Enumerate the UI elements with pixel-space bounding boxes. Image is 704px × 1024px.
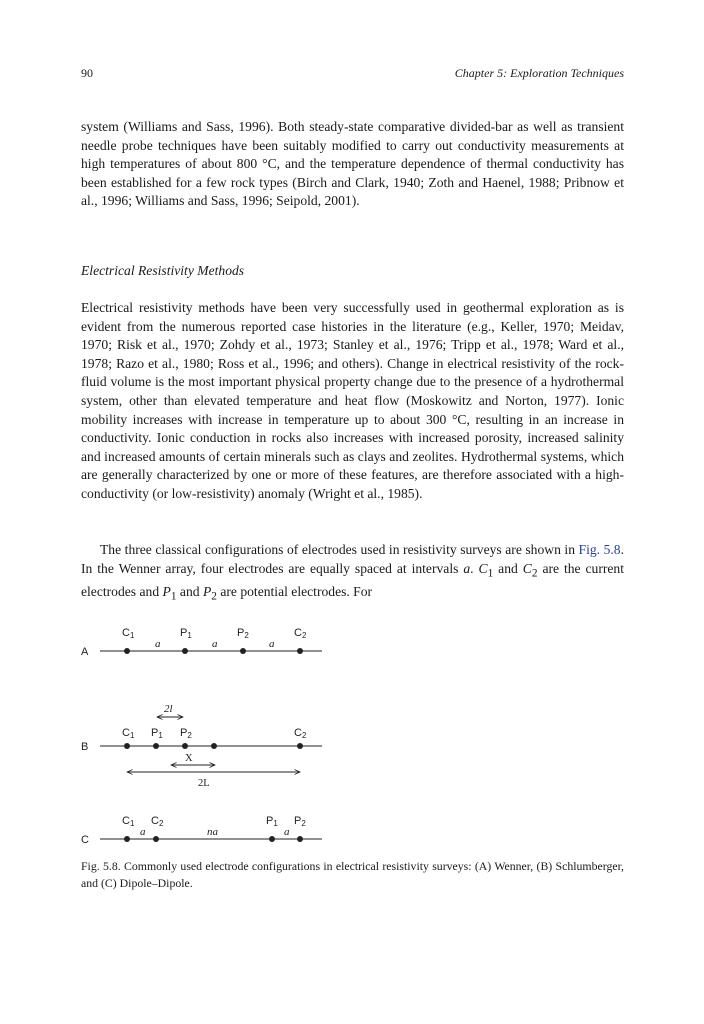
row-c-electrode [124,836,130,842]
row-c-spacing-label: a [140,826,146,838]
p3-sub-3: 1 [170,590,177,603]
row-b-electrode-label: P1 [151,727,163,740]
p3-var-p1: P [162,583,171,599]
figure-link[interactable]: Fig. 5.8 [578,542,621,557]
p3-sub-4: 2 [211,590,217,603]
dipole-dipole-array [81,815,322,846]
p3-sub-2: 2 [531,567,538,580]
page-number: 90 [81,66,93,80]
row-b-electrode [297,743,303,749]
row-a-electrode-label: C1 [122,627,135,640]
electrode-subscript: 2 [301,731,307,740]
row-c-electrode-label: C2 [151,815,164,828]
row-a-label: A [81,646,89,658]
row-a-electrode [297,648,303,654]
row-b-electrode [182,743,188,749]
electrode-subscript: 1 [129,819,135,828]
running-title: Chapter 5: Exploration Techniques [454,66,624,80]
p3-var-c1: C [478,560,488,576]
electrode-subscript: 2 [158,819,164,828]
paragraph-1: system (Williams and Sass, 1996). Both steady-state comparative divided-bar as well as transient needle probe techniques have been suitably modified to carry out conductivity measurements at high temperatures of about 800 °C, and the temperature dependence of thermal conductivity has been established for a few rock types (Birch and Clark, 1940; Zoth and Haenel, 1988; Pribnow et al., 1996; Williams and Sass, 1996; Seipold, 2001). [81,119,624,209]
section-title: Electrical Resistivity Methods [81,263,245,278]
electrode-subscript: 2 [301,819,306,828]
p3-ending: are potential electrodes. For [216,583,373,599]
row-b-electrode-label: P2 [180,727,192,740]
figure-caption: Fig. 5.8. Commonly used electrode configurations in electrical resistivity surveys: (A) Wenner, (B) Schlumberger, and (C) Dipole–Dipole. [81,859,624,890]
row-a-electrode [182,648,188,654]
row-c-electrode-label: P2 [294,815,306,828]
row-c-electrode [297,836,303,842]
electrode-subscript: 1 [187,631,192,640]
paragraph-2: Electrical resistivity methods have been very successfully used in geothermal exploration as is evident from the numerous reported case histories in the literature (e.g., Keller, 1970; Meidav, 1970; Risk et al., 1970; Zohdy et al., 1973; Stanley et al., 1976; Tripp et al., 1978; Ward et al., 1978; Razo et al., 1980; Ross et al., 1996; and others). Change in electrical resistivity of the rock-fluid volume is the most important physical property change due to the presence of a hydrothermal system, other than elevated temperature and heat flow (Moskowitz and Norton, 1977). Ionic mobility increases with increase in temperature up to about 300 °C, resulting in an increase in conductivity. Ionic conduction in rocks also increases with increased porosity, increased salinity and increased amounts of certain minerals such as clays and zeolites. Hydrothermal systems, which are generally characterized by one or more of these features, are therefore associated with a high-conductivity (or low-resistivity) anomaly (Wright et al., 1985). [81,300,624,501]
row-a-spacing-label: a [155,638,161,650]
row-a-spacing-label: a [212,638,218,650]
row-c-electrode-label: C1 [122,815,135,828]
row-a-electrode [240,648,246,654]
schlumberger-array [81,703,322,789]
row-a-electrode-label: P1 [180,627,192,640]
row-c-electrode-label: P1 [266,815,278,828]
p3-sub-1: 1 [487,567,494,580]
row-b-bottom-label: 2L [198,778,210,789]
row-a-electrode [124,648,130,654]
electrode-subscript: 1 [273,819,278,828]
row-c-electrode [269,836,275,842]
p3-text-start: The three classical configurations of electrodes used in resistivity surveys are shown in [100,542,579,557]
row-b-electrode [124,743,130,749]
electrode-subscript: 2 [187,731,192,740]
row-b-electrode [211,743,217,749]
electrode-subscript: 1 [129,631,135,640]
row-c-spacing-label: na [207,826,218,838]
p3-and-2: and [176,583,203,599]
wenner-array [81,627,322,658]
p3-dot: . [470,560,479,576]
row-b-label: B [81,741,89,753]
p3-and-1: and [493,560,523,576]
row-b-electrode-label: C1 [122,727,135,740]
row-b-top-label: 2l [164,703,173,715]
row-b-mid-label: X [185,753,193,764]
row-c-spacing-label: a [284,826,290,838]
electrode-subscript: 2 [244,631,249,640]
row-b-electrode [153,743,159,749]
row-a-spacing-label: a [269,638,275,650]
p3-var-p2: P [202,583,212,599]
p3-var-c2: C [522,560,532,576]
row-b-electrode-label: C2 [294,727,307,740]
electrode-subscript: 1 [129,731,135,740]
p3-text-mid: . In the Wenner array, four electrodes are equally spaced at intervals [81,542,624,576]
electrode-subscript: 1 [158,731,163,740]
p3-var-a: a [463,560,471,576]
row-c-label: C [81,834,89,846]
row-a-electrode-label: C2 [294,627,307,640]
p3-are-current: are the current electrodes and [81,560,625,599]
row-a-electrode-label: P2 [237,627,249,640]
electrode-subscript: 2 [301,631,307,640]
row-c-electrode [153,836,159,842]
